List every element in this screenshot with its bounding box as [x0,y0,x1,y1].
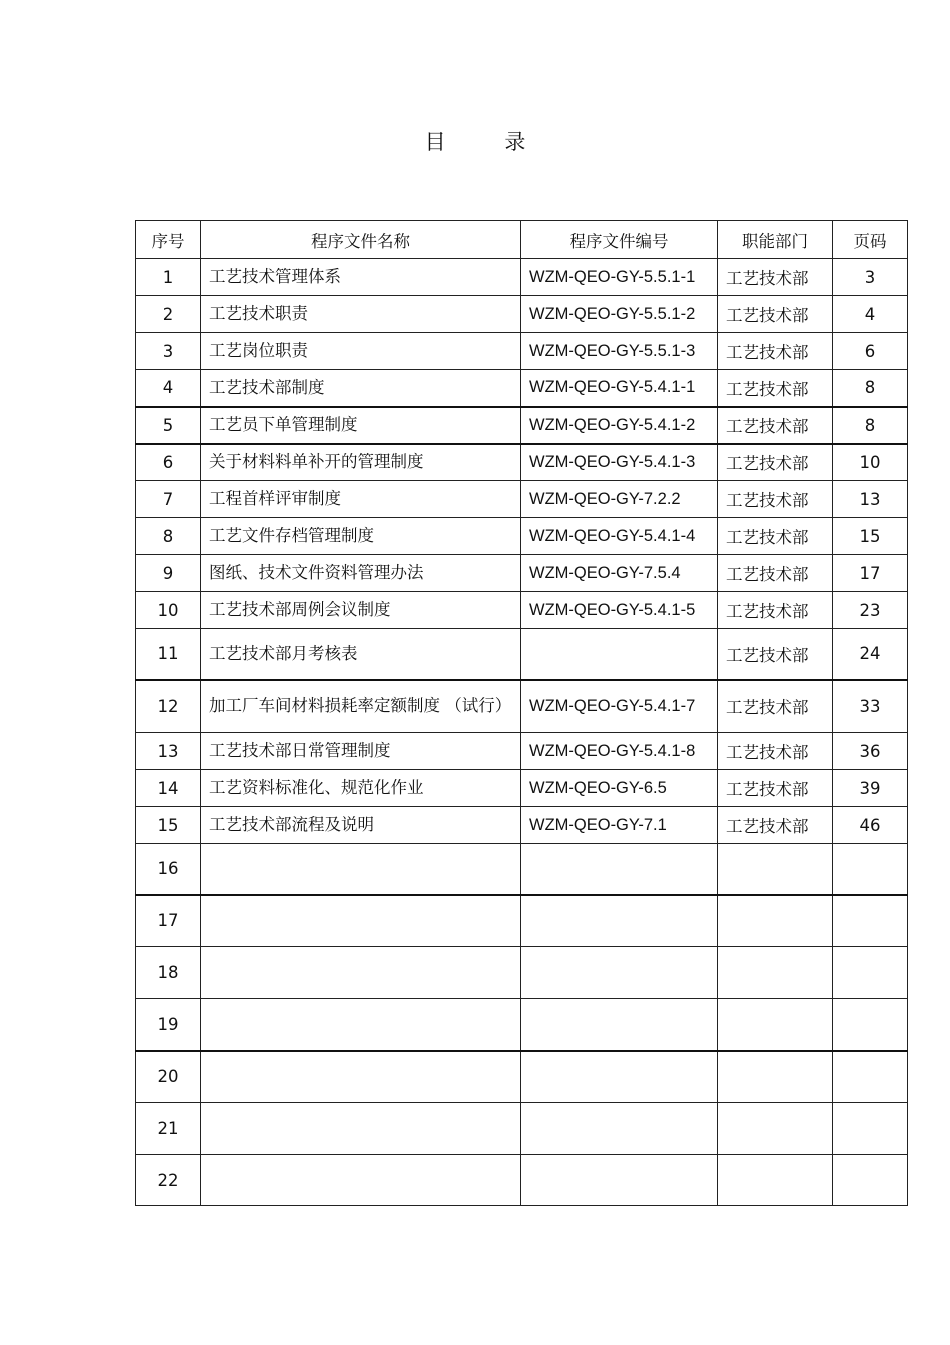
row-num: 9 [136,555,201,592]
row-name: 工艺技术管理体系 [201,259,521,296]
row-name: 工艺岗位职责 [201,333,521,370]
table-row [136,296,908,333]
row-name: 加工厂车间材料损耗率定额制度 （试行） [209,696,512,716]
row-name [201,1103,521,1155]
row-num: 18 [136,947,201,999]
row-code [521,895,718,947]
row-dept [718,844,833,895]
row-code: WZM-QEO-GY-7.5.4 [521,555,718,592]
row-code: WZM-QEO-GY-5.5.1-2 [521,296,718,333]
row-code [521,1051,718,1103]
row-num: 6 [136,444,201,481]
row-code [521,947,718,999]
row-page: 36 [833,733,908,770]
row-dept: 工艺技术部 [718,770,833,807]
row-name [201,895,521,947]
row-num: 8 [136,518,201,555]
row-page: 10 [833,444,908,481]
row-page: 8 [833,370,908,407]
row-dept [718,1051,833,1103]
row-name: 工艺文件存档管理制度 [201,518,521,555]
row-page [833,1051,908,1103]
header-dept: 职能部门 [718,221,833,259]
row-dept [718,999,833,1051]
row-code: WZM-QEO-GY-5.4.1-3 [521,444,718,481]
row-num: 11 [136,629,201,680]
row-name [201,999,521,1051]
row-name: 工艺技术部月考核表 [201,629,521,680]
row-code [521,999,718,1051]
table-row [136,770,908,807]
header-num: 序号 [136,221,201,259]
row-dept: 工艺技术部 [718,807,833,844]
row-num: 14 [136,770,201,807]
row-code [521,1155,718,1206]
row-page: 15 [833,518,908,555]
row-code: WZM-QEO-GY-5.4.1-7 [521,680,718,733]
row-name: 工艺技术部制度 [201,370,521,407]
row-code: WZM-QEO-GY-5.4.1-8 [521,733,718,770]
row-name: 图纸、技术文件资料管理办法 [201,555,521,592]
row-page: 8 [833,407,908,444]
row-dept: 工艺技术部 [718,296,833,333]
row-dept: 工艺技术部 [718,733,833,770]
row-page [833,895,908,947]
row-page: 13 [833,481,908,518]
row-page [833,1103,908,1155]
table-row [136,733,908,770]
row-num: 2 [136,296,201,333]
page-title: 目 录 [424,130,552,154]
row-num: 5 [136,407,201,444]
row-num: 17 [136,895,201,947]
header-page: 页码 [833,221,908,259]
row-num: 1 [136,259,201,296]
row-code: WZM-QEO-GY-7.2.2 [521,481,718,518]
row-code: WZM-QEO-GY-5.4.1-4 [521,518,718,555]
table-row [136,629,908,680]
row-page: 23 [833,592,908,629]
row-dept: 工艺技术部 [718,333,833,370]
row-num: 7 [136,481,201,518]
row-name: 工艺技术职责 [201,296,521,333]
row-name [201,844,521,895]
row-dept: 工艺技术部 [718,555,833,592]
row-num: 16 [136,844,201,895]
row-page: 24 [833,629,908,680]
row-code [521,629,718,680]
row-page [833,844,908,895]
row-num: 3 [136,333,201,370]
row-dept: 工艺技术部 [718,518,833,555]
row-name [201,1155,521,1206]
table-row [136,1103,908,1155]
table-row [136,444,908,481]
row-dept [718,1103,833,1155]
table-row [136,947,908,999]
row-page: 3 [833,259,908,296]
table-header-row [136,221,908,259]
table-row [136,1155,908,1206]
row-num: 12 [136,680,201,733]
row-dept: 工艺技术部 [718,680,833,733]
row-name: 工艺资料标准化、规范化作业 [201,770,521,807]
table-row [136,807,908,844]
row-name [201,947,521,999]
row-dept: 工艺技术部 [718,444,833,481]
row-dept [718,895,833,947]
row-name: 工艺技术部流程及说明 [201,807,521,844]
row-page: 6 [833,333,908,370]
row-code: WZM-QEO-GY-5.4.1-5 [521,592,718,629]
row-code: WZM-QEO-GY-6.5 [521,770,718,807]
row-num: 4 [136,370,201,407]
table-row [136,999,908,1051]
table-row [136,259,908,296]
row-code: WZM-QEO-GY-5.4.1-1 [521,370,718,407]
toc-table [135,220,908,1206]
row-page [833,947,908,999]
row-page: 46 [833,807,908,844]
row-name: 工程首样评审制度 [201,481,521,518]
row-page [833,999,908,1051]
table-row [136,555,908,592]
row-code [521,844,718,895]
row-num: 22 [136,1155,201,1206]
row-code: WZM-QEO-GY-5.5.1-3 [521,333,718,370]
row-num: 21 [136,1103,201,1155]
row-name: 关于材料料单补开的管理制度 [201,444,521,481]
table-row [136,680,908,733]
row-page: 4 [833,296,908,333]
row-dept [718,947,833,999]
table-row [136,844,908,895]
row-name: 工艺员下单管理制度 [201,407,521,444]
row-dept: 工艺技术部 [718,407,833,444]
header-code: 程序文件编号 [521,221,718,259]
row-name: 工艺技术部日常管理制度 [201,733,521,770]
row-dept: 工艺技术部 [718,629,833,680]
table-row [136,518,908,555]
table-row [136,370,908,407]
row-dept: 工艺技术部 [718,370,833,407]
row-page: 39 [833,770,908,807]
row-dept: 工艺技术部 [718,592,833,629]
header-name: 程序文件名称 [201,221,521,259]
row-code: WZM-QEO-GY-5.4.1-2 [521,407,718,444]
row-num: 19 [136,999,201,1051]
row-page [833,1155,908,1206]
row-num: 15 [136,807,201,844]
table-body [136,259,908,1206]
row-code [521,1103,718,1155]
row-name [201,1051,521,1103]
row-dept [718,1155,833,1206]
table-row [136,407,908,444]
row-num: 10 [136,592,201,629]
table-row [136,333,908,370]
row-dept: 工艺技术部 [718,259,833,296]
row-code: WZM-QEO-GY-7.1 [521,807,718,844]
row-code: WZM-QEO-GY-5.5.1-1 [521,259,718,296]
row-page: 33 [833,680,908,733]
row-page: 17 [833,555,908,592]
table-row [136,895,908,947]
row-name: 工艺技术部周例会议制度 [201,592,521,629]
row-dept: 工艺技术部 [718,481,833,518]
row-num: 13 [136,733,201,770]
table-row [136,1051,908,1103]
table-row [136,592,908,629]
row-name-cell [201,680,521,733]
row-num: 20 [136,1051,201,1103]
table-row [136,481,908,518]
